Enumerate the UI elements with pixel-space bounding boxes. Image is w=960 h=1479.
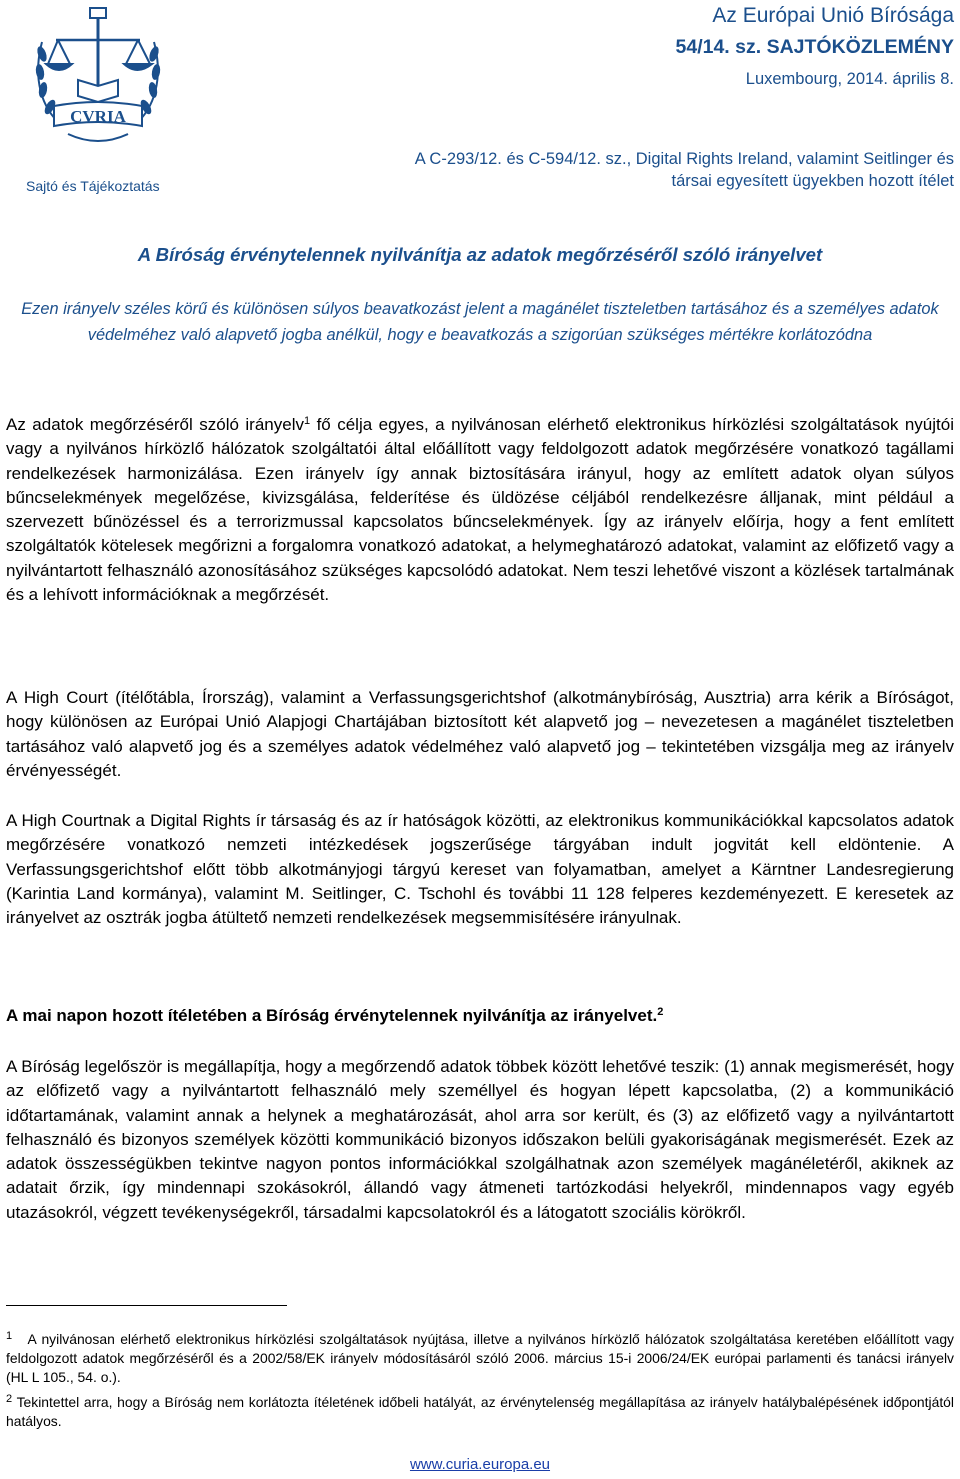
- paragraph-1-rest: fő célja egyes, a nyilvánosan elérhető elektronikus hírközlési szolgáltatások nyújtói vagy a nyilvános hírközlő hálózatok szolgáltatói által előállított vagy feldolgozott adatok megőrzésére vonatkozó tagállami rendelkezések harmonizálása. Ezen irányelv így annak biztosítására irányul, hogy az említett adatok olyan súlyos bűncselekmények megelőzése, kivizsgálása, felderítése és üldözése céljából rendelkezésre álljanak, mint például a szervezett bűnözéssel és a terrorizmussal kapcsolatos bűncselekmények. Így az irányelv előírja, hogy a fent említett szolgáltatók kötelesek megőrizni a forgalomra vonatkozó adatokat, a helymeghatározó adatokat, valamint az előfizető vagy a nyilvántartott felhasználó azonosításához szükséges kapcsolódó adatokat. Nem teszi lehetővé viszont a közlések tartalmának és a lehívott információknak a megőrzését.: [6, 415, 954, 605]
- paragraph-1: [6, 413, 954, 607]
- paragraph-4: [6, 1004, 954, 1028]
- footnote-ref-1: 1: [303, 415, 311, 427]
- footnote-1: [6, 1330, 954, 1386]
- court-name: Az Európai Unió Bírósága: [712, 4, 954, 27]
- curia-logo: [28, 2, 168, 152]
- footnote-1-text: A nyilvánosan elérhető elektronikus hírközlési szolgáltatások nyújtása, illetve a nyilvános hírközlő hálózatok szolgáltatása keretében előállított vagy feldolgozott adatok megőrzéséről és a 2002/58/EK irányelv módosításáról szóló 2006. március 15-i 2006/24/EK európai parlamenti és tanácsi irányelv (HL L 105., 54. o.).: [6, 1331, 954, 1385]
- case-line-2: társai egyesített ügyekben hozott ítélet: [671, 172, 954, 190]
- footer: [0, 1456, 960, 1473]
- paragraph-3: A High Courtnak a Digital Rights ír társaság és az ír hatóságok közötti, az elektronikus kommunikációkkal kapcsolatos adatok megőrzésére vonatkozó nemzeti intézkedések jogszerűsége tárgyában indult jogvitát kell eldöntenie. A Verfassungsgerichtshof előtt több alkotmányjogi tárgyú kereset van folyamatban, amelyet a Kärntner Landesregierung (Karintia Land kormánya), valamint M. Seitlinger, C. Tschohl és további 11 128 felperes kezdeményezett. E keresetek az irányelvet az osztrák jogba átültető nemzeti rendelkezések megsemmisítésére irányulnak.: [6, 811, 954, 928]
- press-release-number: 54/14. sz. SAJTÓKÖZLEMÉNY: [675, 36, 954, 58]
- page-title: A Bíróság érvénytelennek nyilvánítja az adatok megőrzéséről szóló irányelvet: [137, 244, 823, 265]
- paragraph-1-start: Az adatok megőrzéséről szóló irányelv: [6, 415, 304, 434]
- place-date: Luxembourg, 2014. április 8.: [745, 70, 954, 88]
- paragraph-4-bold: A mai napon hozott ítéletében a Bíróság érvénytelennek nyilvánítja az irányelvet.: [6, 1006, 658, 1025]
- page-subtitle: Ezen irányelv széles körű és különösen súlyos beavatkozást jelent a magánélet tiszteletben tartásához és a személyes adatok védelméhez való alapvető jogba anélkül, hogy e beavatkozás a szigorúan szükséges mértékre korlátozódna: [21, 300, 939, 344]
- footnote-separator: [6, 1305, 287, 1306]
- footnote-ref-2: 2: [657, 1006, 664, 1018]
- footnote-2-number: 2: [6, 1393, 13, 1405]
- svg-text:CVRIA: CVRIA: [70, 107, 126, 126]
- curia-website-link[interactable]: www.curia.europa.eu: [409, 1456, 551, 1473]
- paragraph-5: A Bíróság legelőször is megállapítja, hogy a megőrzendő adatok többek között lehetővé teszik: (1) annak megismerését, hogy az előfizető vagy a nyilvántartott felhasználó mely személlyel és hogyan lépett kapcsolatba, (2) a kommunikáció időtartamának, valamint annak a helynek a meghatározását, ahol arra sor került, és (3) az előfizető vagy a nyilvántartott felhasználó és bizonyos személyek közötti kommunikáció bizonyos időszakon belüli gyakoriságának megismerését. Ezek az adatok összességükben tekintve nagyon pontos információkkal szolgálhatnak azon személyek magánéletéről, akiknek az adatait őrzik, így mindennapi szokásokról, állandó vagy átmeneti tartózkodási helyekről, mindennapos vagy egyéb utazásokról, végzett tevékenységekről, társadalmi kapcsolatokról és a látogatott szociális körökről.: [6, 1057, 954, 1222]
- paragraph-2: A High Court (ítélőtábla, Írország), valamint a Verfassungsgerichtshof (alkotmánybíróság, Ausztria) arra kérik a Bíróságot, hogy különösen az Európai Unió Alapjogi Chartájában biztosított két alapvető jog – nevezetesen a magánélet tiszteletben tartásához való alapvető jog és a személyes adatok védelméhez való alapvető jog – tekintetében vizsgálja meg az irányelv érvényességét.: [6, 688, 954, 780]
- footnote-2: [6, 1393, 954, 1431]
- footnote-2-text: Tekintettel arra, hogy a Bíróság nem korlátozta ítéletének időbeli hatályát, az érvénytelenség megállapítása az irányelv hatálybalépésének időpontjától hatályos.: [6, 1394, 954, 1429]
- case-line-1: A C-293/12. és C-594/12. sz., Digital Rights Ireland, valamint Seitlinger és: [414, 150, 954, 168]
- footnote-1-number: 1: [6, 1330, 13, 1342]
- department-label: Sajtó és Tájékoztatás: [26, 178, 160, 194]
